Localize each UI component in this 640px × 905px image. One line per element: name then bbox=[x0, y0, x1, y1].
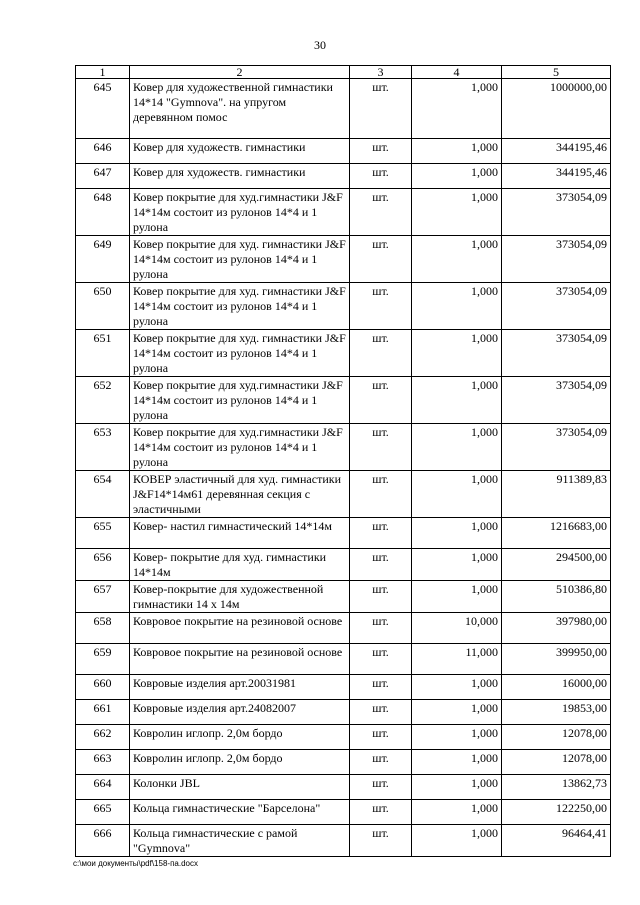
row-price: 13862,73 bbox=[502, 775, 611, 800]
row-name: Ковер покрытие для худ.гимнастики J&F 14*14м состоит из рулонов 14*4 и 1 рулона bbox=[130, 424, 350, 471]
row-name: Ковролин иглопр. 2,0м бордо bbox=[130, 725, 350, 750]
table-row bbox=[76, 549, 611, 581]
row-price: 344195,46 bbox=[502, 164, 611, 189]
row-unit: шт. bbox=[350, 700, 412, 725]
row-number: 666 bbox=[76, 825, 130, 857]
row-price: 12078,00 bbox=[502, 725, 611, 750]
row-quantity: 1,000 bbox=[412, 189, 502, 236]
row-quantity: 1,000 bbox=[412, 549, 502, 581]
row-name: Ковер для художеств. гимнастики bbox=[130, 164, 350, 189]
row-name: Ковер покрытие для худ. гимнастики J&F 14*14м состоит из рулонов 14*4 и 1 рулона bbox=[130, 330, 350, 377]
row-quantity: 1,000 bbox=[412, 424, 502, 471]
row-price: 373054,09 bbox=[502, 330, 611, 377]
row-quantity: 1,000 bbox=[412, 283, 502, 330]
row-number: 650 bbox=[76, 283, 130, 330]
row-quantity: 1,000 bbox=[412, 750, 502, 775]
table-row bbox=[76, 236, 611, 283]
row-quantity: 1,000 bbox=[412, 725, 502, 750]
row-number: 665 bbox=[76, 800, 130, 825]
table-row bbox=[76, 644, 611, 675]
row-number: 647 bbox=[76, 164, 130, 189]
row-name: Кольца гимнастические с рамой "Gymnova" bbox=[130, 825, 350, 857]
row-name: Ковровое покрытие на резиновой основе bbox=[130, 613, 350, 644]
row-name: Ковер для художественной гимнастики 14*14 "Gymnova". на упругом деревянном помос bbox=[130, 79, 350, 139]
table-row bbox=[76, 424, 611, 471]
row-quantity: 1,000 bbox=[412, 164, 502, 189]
header-col-5: 5 bbox=[502, 66, 611, 79]
row-price: 16000,00 bbox=[502, 675, 611, 700]
row-price: 1000000,00 bbox=[502, 79, 611, 139]
row-quantity: 1,000 bbox=[412, 518, 502, 549]
table-row bbox=[76, 471, 611, 518]
row-unit: шт. bbox=[350, 424, 412, 471]
row-name: Ковер покрытие для худ. гимнастики J&F 14*14м состоит из рулонов 14*4 и 1 рулона bbox=[130, 283, 350, 330]
table-row bbox=[76, 700, 611, 725]
row-price: 344195,46 bbox=[502, 139, 611, 164]
row-number: 658 bbox=[76, 613, 130, 644]
row-price: 373054,09 bbox=[502, 189, 611, 236]
row-quantity: 1,000 bbox=[412, 700, 502, 725]
row-unit: шт. bbox=[350, 471, 412, 518]
row-unit: шт. bbox=[350, 800, 412, 825]
row-unit: шт. bbox=[350, 139, 412, 164]
row-quantity: 1,000 bbox=[412, 236, 502, 283]
row-name: Ковролин иглопр. 2,0м бордо bbox=[130, 750, 350, 775]
row-price: 510386,80 bbox=[502, 581, 611, 613]
row-number: 659 bbox=[76, 644, 130, 675]
row-unit: шт. bbox=[350, 330, 412, 377]
row-number: 655 bbox=[76, 518, 130, 549]
row-number: 661 bbox=[76, 700, 130, 725]
row-name: Ковер- настил гимнастический 14*14м bbox=[130, 518, 350, 549]
row-name: Ковровые изделия арт.24082007 bbox=[130, 700, 350, 725]
row-price: 373054,09 bbox=[502, 377, 611, 424]
header-col-1: 1 bbox=[76, 66, 130, 79]
table-row bbox=[76, 189, 611, 236]
table-header-row bbox=[76, 66, 611, 79]
row-quantity: 1,000 bbox=[412, 471, 502, 518]
row-quantity: 1,000 bbox=[412, 79, 502, 139]
row-number: 646 bbox=[76, 139, 130, 164]
row-number: 653 bbox=[76, 424, 130, 471]
row-price: 911389,83 bbox=[502, 471, 611, 518]
row-price: 19853,00 bbox=[502, 700, 611, 725]
table-row bbox=[76, 825, 611, 857]
row-name: Ковер-покрытие для художественной гимнастики 14 х 14м bbox=[130, 581, 350, 613]
row-unit: шт. bbox=[350, 825, 412, 857]
row-unit: шт. bbox=[350, 189, 412, 236]
table-row bbox=[76, 79, 611, 139]
header-col-4: 4 bbox=[412, 66, 502, 79]
row-unit: шт. bbox=[350, 236, 412, 283]
row-unit: шт. bbox=[350, 79, 412, 139]
row-quantity: 1,000 bbox=[412, 800, 502, 825]
inventory-table bbox=[75, 65, 611, 857]
row-unit: шт. bbox=[350, 377, 412, 424]
table-row bbox=[76, 750, 611, 775]
row-name: Ковер покрытие для худ. гимнастики J&F 14*14м состоит из рулонов 14*4 и 1 рулона bbox=[130, 236, 350, 283]
row-unit: шт. bbox=[350, 549, 412, 581]
row-number: 664 bbox=[76, 775, 130, 800]
row-quantity: 1,000 bbox=[412, 825, 502, 857]
row-number: 657 bbox=[76, 581, 130, 613]
row-name: КОВЕР эластичный для худ. гимнастики J&F14*14м61 деревянная секция с эластичными bbox=[130, 471, 350, 518]
row-price: 122250,00 bbox=[502, 800, 611, 825]
row-price: 373054,09 bbox=[502, 236, 611, 283]
row-unit: шт. bbox=[350, 644, 412, 675]
footer-file-path: c:\мои документы\pdf\158-па.docx bbox=[73, 859, 198, 868]
row-number: 648 bbox=[76, 189, 130, 236]
row-quantity: 11,000 bbox=[412, 644, 502, 675]
row-number: 651 bbox=[76, 330, 130, 377]
row-price: 96464,41 bbox=[502, 825, 611, 857]
row-number: 645 bbox=[76, 79, 130, 139]
row-number: 660 bbox=[76, 675, 130, 700]
header-col-3: 3 bbox=[350, 66, 412, 79]
header-col-2: 2 bbox=[130, 66, 350, 79]
table-row bbox=[76, 518, 611, 549]
table-row bbox=[76, 581, 611, 613]
row-quantity: 1,000 bbox=[412, 330, 502, 377]
table-row bbox=[76, 800, 611, 825]
row-unit: шт. bbox=[350, 725, 412, 750]
row-quantity: 1,000 bbox=[412, 377, 502, 424]
row-price: 373054,09 bbox=[502, 283, 611, 330]
table-row bbox=[76, 377, 611, 424]
row-quantity: 1,000 bbox=[412, 139, 502, 164]
row-quantity: 10,000 bbox=[412, 613, 502, 644]
row-name: Ковер для художеств. гимнастики bbox=[130, 139, 350, 164]
table-row bbox=[76, 164, 611, 189]
row-price: 294500,00 bbox=[502, 549, 611, 581]
table-row bbox=[76, 283, 611, 330]
table-row bbox=[76, 613, 611, 644]
table-row bbox=[76, 725, 611, 750]
row-price: 399950,00 bbox=[502, 644, 611, 675]
row-unit: шт. bbox=[350, 518, 412, 549]
row-unit: шт. bbox=[350, 775, 412, 800]
row-unit: шт. bbox=[350, 283, 412, 330]
row-quantity: 1,000 bbox=[412, 675, 502, 700]
row-unit: шт. bbox=[350, 581, 412, 613]
table-row bbox=[76, 330, 611, 377]
table-row bbox=[76, 139, 611, 164]
row-name: Колонки JBL bbox=[130, 775, 350, 800]
table-row bbox=[76, 775, 611, 800]
row-name: Ковер покрытие для худ.гимнастики J&F 14*14м состоит из рулонов 14*4 и 1 рулона bbox=[130, 377, 350, 424]
row-quantity: 1,000 bbox=[412, 581, 502, 613]
row-number: 656 bbox=[76, 549, 130, 581]
row-number: 663 bbox=[76, 750, 130, 775]
row-name: Ковер покрытие для худ.гимнастики J&F 14*14м состоит из рулонов 14*4 и 1 рулона bbox=[130, 189, 350, 236]
row-number: 649 bbox=[76, 236, 130, 283]
row-number: 662 bbox=[76, 725, 130, 750]
row-name: Ковровые изделия арт.20031981 bbox=[130, 675, 350, 700]
row-number: 652 bbox=[76, 377, 130, 424]
row-name: Ковровое покрытие на резиновой основе bbox=[130, 644, 350, 675]
row-unit: шт. bbox=[350, 750, 412, 775]
row-price: 12078,00 bbox=[502, 750, 611, 775]
table-row bbox=[76, 675, 611, 700]
page-number: 30 bbox=[314, 38, 326, 52]
row-price: 1216683,00 bbox=[502, 518, 611, 549]
row-quantity: 1,000 bbox=[412, 775, 502, 800]
row-unit: шт. bbox=[350, 675, 412, 700]
row-price: 373054,09 bbox=[502, 424, 611, 471]
row-unit: шт. bbox=[350, 613, 412, 644]
row-unit: шт. bbox=[350, 164, 412, 189]
row-name: Ковер- покрытие для худ. гимнастики 14*14м bbox=[130, 549, 350, 581]
row-name: Кольца гимнастические "Барселона" bbox=[130, 800, 350, 825]
row-number: 654 bbox=[76, 471, 130, 518]
row-price: 397980,00 bbox=[502, 613, 611, 644]
